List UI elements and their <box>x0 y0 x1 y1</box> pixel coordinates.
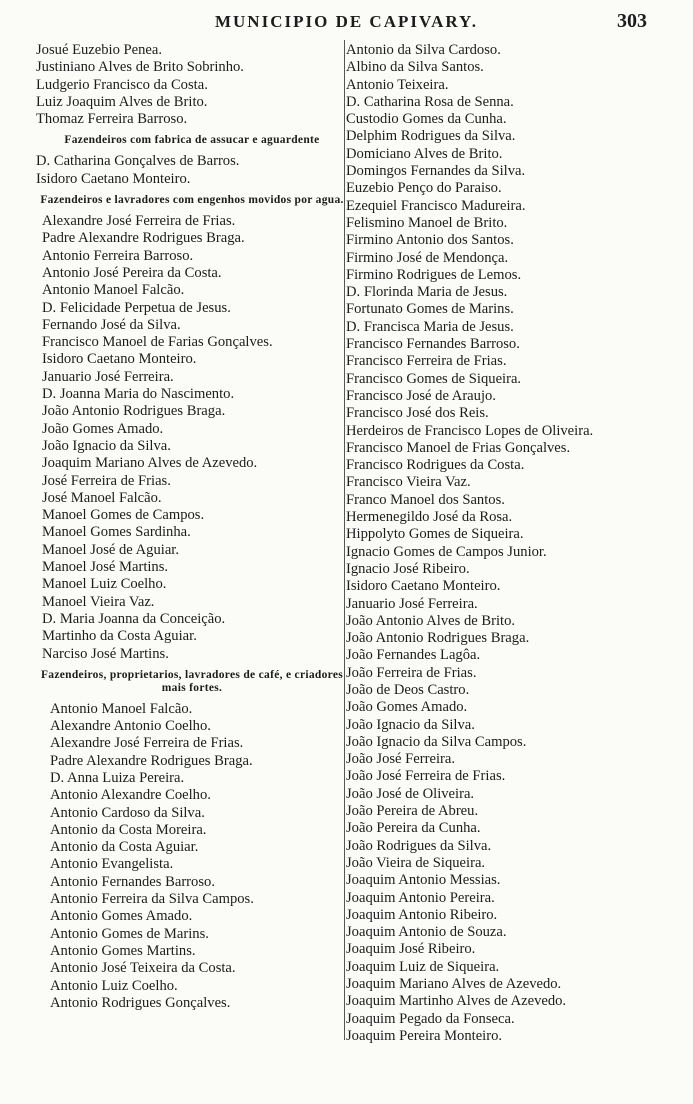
list-item: Isidoro Caetano Monteiro. <box>346 578 501 595</box>
list-item: Antonio Evangelista. <box>50 856 174 873</box>
page-title: MUNICIPIO DE CAPIVARY. <box>214 12 478 31</box>
list-item: Antonio Gomes Amado. <box>50 908 193 925</box>
list-item: João de Deos Castro. <box>346 681 470 698</box>
list-item: Joaquim Mariano Alves de Azevedo. <box>42 455 258 472</box>
list-item: Antonio Manoel Falcão. <box>50 700 193 717</box>
list-item: Alexandre José Ferreira de Frias. <box>42 213 236 230</box>
list-item: Padre Alexandre Rodrigues Braga. <box>42 230 245 247</box>
list-item: Antonio Teixeira. <box>346 76 449 93</box>
list-item: Franco Manoel dos Santos. <box>346 491 505 508</box>
list-item: Fernando José da Silva. <box>42 316 181 333</box>
list-item: D. Felicidade Perpetua de Jesus. <box>42 299 231 316</box>
list-item: Antonio Alexandre Coelho. <box>50 787 211 804</box>
list-item: Antonio Gomes Martins. <box>50 942 196 959</box>
list-item: João Gomes Amado. <box>346 699 468 716</box>
list-item: Manoel Vieira Vaz. <box>42 593 155 610</box>
list-item: João José de Oliveira. <box>346 785 475 802</box>
list-item: Albino da Silva Santos. <box>346 59 484 76</box>
list-item: Joaquim Pegado da Fonseca. <box>346 1010 515 1027</box>
list-item: Joaquim José Ribeiro. <box>346 941 476 958</box>
list-item: Manoel Gomes de Campos. <box>42 507 205 524</box>
list-item: Joaquim Antonio Messias. <box>346 872 501 889</box>
list-item: D. Anna Luiza Pereira. <box>50 769 185 786</box>
list-item: Ludgerio Francisco da Costa. <box>36 76 208 93</box>
list-item: Manoel Gomes Sardinha. <box>42 524 191 541</box>
list-item: D. Florinda Maria de Jesus. <box>346 284 508 301</box>
list-item: Antonio Manoel Falcão. <box>42 282 185 299</box>
section-heading-coffee-growers: Fazendeiros, proprietarios, lavradores de café, e criadores mais fortes. <box>40 668 344 694</box>
list-item: João Pereira da Cunha. <box>346 820 481 837</box>
list-item: Januario José Ferreira. <box>346 595 478 612</box>
page-number: 303 <box>617 10 647 32</box>
section-list-sugar-mills <box>36 153 348 188</box>
list-item: D. Joanna Maria do Nascimento. <box>42 386 235 403</box>
list-item: Ignacio José Ribeiro. <box>346 560 470 577</box>
list-item: Francisco Manoel de Farias Gonçalves. <box>42 334 273 351</box>
page-header <box>0 8 693 38</box>
list-item: Antonio da Costa Moreira. <box>50 821 207 838</box>
list-item: Francisco Vieira Vaz. <box>346 474 471 491</box>
list-item: João Antonio Alves de Brito. <box>346 612 516 629</box>
list-item: João Pereira de Abreu. <box>346 803 479 820</box>
list-item: João José Ferreira de Frias. <box>346 768 506 785</box>
list-item: Antonio José Teixeira da Costa. <box>50 960 236 977</box>
list-item: Domiciano Alves de Brito. <box>346 145 503 162</box>
list-item: Martinho da Costa Aguiar. <box>42 628 197 645</box>
list-item: João Ignacio da Silva. <box>346 716 475 733</box>
list-item: Thomaz Ferreira Barroso. <box>36 111 188 128</box>
list-item: Firmino Antonio dos Santos. <box>346 232 514 249</box>
list-item: João Ferreira de Frias. <box>346 664 477 681</box>
list-item: Herdeiros de Francisco Lopes de Oliveira. <box>346 422 594 439</box>
list-item: Manoel José de Aguiar. <box>42 541 179 558</box>
list-item: Padre Alexandre Rodrigues Braga. <box>50 752 253 769</box>
list-item: Joaquim Pereira Monteiro. <box>346 1027 503 1044</box>
left-top-list <box>36 42 348 128</box>
list-item: Antonio Gomes de Marins. <box>50 925 209 942</box>
list-item: Francisco Fernandes Barroso. <box>346 336 520 353</box>
list-item: Ezequiel Francisco Madureira. <box>346 197 526 214</box>
section-list-coffee-growers <box>36 701 348 1012</box>
list-item: João Antonio Rodrigues Braga. <box>42 403 226 420</box>
list-item: Hermenegildo José da Rosa. <box>346 509 513 526</box>
list-item: Firmino Rodrigues de Lemos. <box>346 266 522 283</box>
list-item: João Antonio Rodrigues Braga. <box>346 630 530 647</box>
list-item: Ignacio Gomes de Campos Junior. <box>346 543 547 560</box>
list-item: Antonio José Pereira da Costa. <box>42 264 222 281</box>
list-item: João Vieira de Siqueira. <box>346 854 486 871</box>
list-item: Fortunato Gomes de Marins. <box>346 301 514 318</box>
list-item: Luiz Joaquim Alves de Brito. <box>36 93 208 110</box>
list-item: Custodio Gomes da Cunha. <box>346 111 507 128</box>
list-item: Francisco Gomes de Siqueira. <box>346 370 522 387</box>
list-item: José Ferreira de Frias. <box>42 472 171 489</box>
list-item: Joaquim Antonio Pereira. <box>346 889 495 906</box>
list-item: Francisco Manoel de Frias Gonçalves. <box>346 439 571 456</box>
list-item: D. Catharina Rosa de Senna. <box>346 93 514 110</box>
list-item: Justiniano Alves de Brito Sobrinho. <box>36 59 244 76</box>
list-item: Antonio da Costa Aguiar. <box>50 839 199 856</box>
list-item: João Gomes Amado. <box>42 420 164 437</box>
list-item: D. Francisca Maria de Jesus. <box>346 318 514 335</box>
list-item: Antonio Luiz Coelho. <box>50 977 178 994</box>
list-item: João Ignacio da Silva Campos. <box>346 733 527 750</box>
section-heading-water-mills: Fazendeiros e lavradores com engenhos movidos por agua. <box>40 194 344 207</box>
list-item: João Rodrigues da Silva. <box>346 837 492 854</box>
list-item: Isidoro Caetano Monteiro. <box>42 351 197 368</box>
list-item: Antonio Fernandes Barroso. <box>50 873 215 890</box>
list-item: Joaquim Antonio Ribeiro. <box>346 906 498 923</box>
section-heading-sugar-mills: Fazendeiros com fabrica de assucar e aguardente <box>64 134 320 147</box>
list-item: Joaquim Luiz de Siqueira. <box>346 958 500 975</box>
list-item: Firmino José de Mendonça. <box>346 249 509 266</box>
list-item: Antonio Cardoso da Silva. <box>50 804 205 821</box>
list-item: João Ignacio da Silva. <box>42 437 171 454</box>
list-item: Alexandre José Ferreira de Frias. <box>50 735 244 752</box>
list-item: João Fernandes Lagôa. <box>346 647 481 664</box>
right-column <box>346 42 676 1045</box>
list-item: Josué Euzebio Penea. <box>36 42 163 58</box>
list-item: Antonio Ferreira da Silva Campos. <box>50 891 254 908</box>
list-item: João José Ferreira. <box>346 751 456 768</box>
list-item: Joaquim Mariano Alves de Azevedo. <box>346 976 562 993</box>
list-item: Isidoro Caetano Monteiro. <box>36 170 191 187</box>
list-item: Francisco Rodrigues da Costa. <box>346 457 525 474</box>
list-item: Euzebio Penço do Paraiso. <box>346 180 502 197</box>
list-item: Domingos Fernandes da Silva. <box>346 163 526 180</box>
list-item: Antonio Ferreira Barroso. <box>42 247 194 264</box>
list-item: D. Maria Joanna da Conceição. <box>42 610 226 627</box>
list-item: Manoel Luiz Coelho. <box>42 576 167 593</box>
list-item: José Manoel Falcão. <box>42 489 162 506</box>
list-item: Narciso José Martins. <box>42 645 169 662</box>
list-item: Alexandre Antonio Coelho. <box>50 718 211 735</box>
list-item: Antonio da Silva Cardoso. <box>346 42 501 58</box>
list-item: Hippolyto Gomes de Siqueira. <box>346 526 524 543</box>
list-item: Francisco José dos Reis. <box>346 405 489 422</box>
list-item: Januario José Ferreira. <box>42 368 174 385</box>
list-item: Joaquim Martinho Alves de Azevedo. <box>346 993 567 1010</box>
list-item: Manoel José Martins. <box>42 559 169 576</box>
list-item: Delphim Rodrigues da Silva. <box>346 128 516 145</box>
list-item: Felismino Manoel de Brito. <box>346 214 508 231</box>
list-item: Antonio Rodrigues Gonçalves. <box>50 994 231 1011</box>
list-item: Francisco Ferreira de Frias. <box>346 353 507 370</box>
list-item: Francisco José de Araujo. <box>346 387 496 404</box>
left-column <box>36 42 348 1012</box>
list-item: Joaquim Antonio de Souza. <box>346 924 507 941</box>
list-item: D. Catharina Gonçalves de Barros. <box>36 153 240 170</box>
section-list-water-mills <box>36 213 348 663</box>
